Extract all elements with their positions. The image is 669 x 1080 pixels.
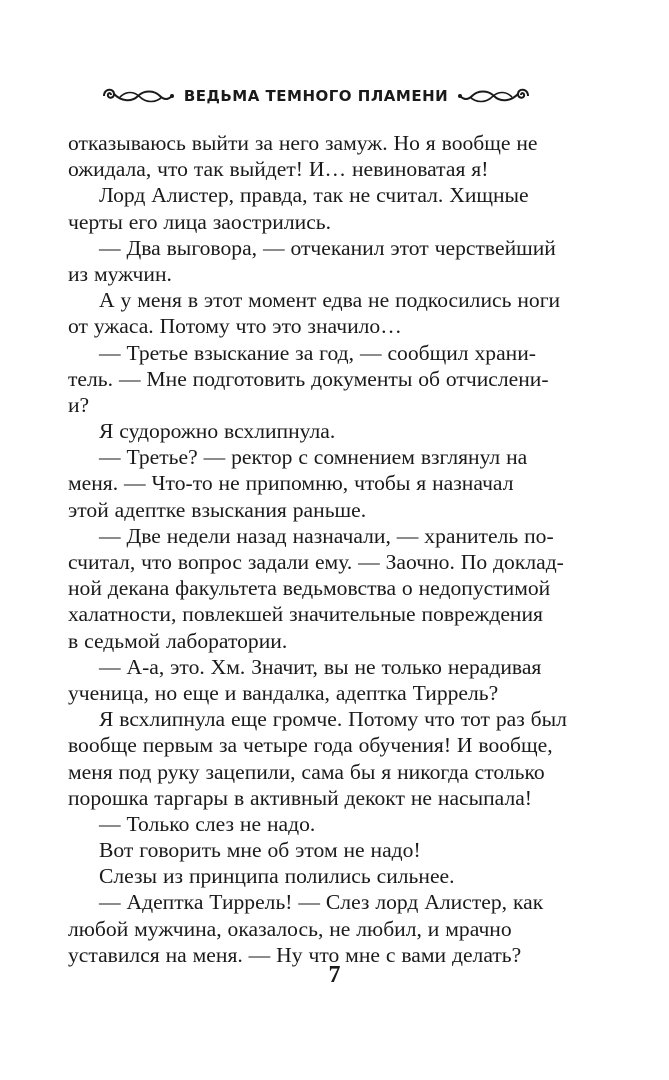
- text-line: и?: [68, 392, 90, 417]
- running-header-title: ВЕДЬМА ТЕМНОГО ПЛАМЕНИ: [183, 87, 449, 105]
- text-line: ожидала, что так выйдет! И… невиноватая я!: [68, 157, 489, 182]
- text-line: вообще первым за четыре года обучения! И вообще,: [68, 733, 553, 758]
- text-line: ученица, но еще и вандалка, адептка Тиррель?: [68, 680, 499, 705]
- text-line: любой мужчина, оказалось, не любил, и мрачно: [68, 916, 512, 941]
- text-line: — Две недели назад назначали, — хранитель по-: [99, 523, 554, 548]
- text-line: Лорд Алистер, правда, так не считал. Хищные: [99, 183, 529, 208]
- flourish-ornament-icon: [456, 82, 534, 110]
- text-line: меня под руку зацепили, сама бы я никогда столько: [68, 759, 545, 784]
- text-line: — А-а, это. Хм. Значит, вы не только нерадивая: [99, 654, 542, 679]
- text-line: — Только слез не надо.: [99, 811, 316, 836]
- text-line: — Два выговора, — отчеканил этот черствейший: [99, 235, 556, 260]
- text-line: черты его лица заострились.: [68, 209, 332, 234]
- text-line: меня. — Что-то не припомню, чтобы я назначал: [68, 471, 514, 496]
- text-line: Я судорожно всхлипнула.: [99, 419, 336, 444]
- text-line: порошка таргары в активный декокт не насыпала!: [68, 785, 532, 810]
- text-line: этой адептке взыскания раньше.: [68, 497, 367, 522]
- text-line: ной декана факультета ведьмовства о недопустимой: [68, 576, 551, 601]
- text-line: из мужчин.: [68, 261, 172, 286]
- text-line: в седьмой лаборатории.: [68, 628, 288, 653]
- flourish-ornament-icon: [98, 82, 176, 110]
- text-line: халатности, повлекшей значительные повреждения: [68, 602, 543, 627]
- text-line: Вот говорить мне об этом не надо!: [99, 838, 421, 863]
- page-number: 7: [328, 962, 341, 988]
- text-line: отказываюсь выйти за него замуж. Но я вообще не: [68, 131, 538, 155]
- text-line: уставился на меня. — Ну что мне с вами делать?: [68, 942, 522, 967]
- text-line: Я всхлипнула еще громче. Потому что тот раз был: [99, 707, 567, 732]
- running-header: [98, 78, 534, 114]
- text-line: Слезы из принципа полились сильнее.: [99, 864, 455, 889]
- text-line: тель. — Мне подготовить документы об отчислени-: [68, 366, 549, 391]
- text-line: — Третье взыскание за год, — сообщил храни-: [99, 340, 536, 365]
- text-line: А у меня в этот момент едва не подкосились ноги: [99, 288, 561, 313]
- text-line: — Адептка Тиррель! — Слез лорд Алистер, как: [99, 890, 544, 915]
- text-line: считал, что вопрос задали ему. — Заочно. По доклад-: [68, 550, 564, 574]
- text-line: от ужаса. Потому что это значило…: [68, 314, 402, 339]
- body-text: [68, 130, 603, 968]
- text-line: — Третье? — ректор с сомнением взглянул на: [99, 445, 528, 470]
